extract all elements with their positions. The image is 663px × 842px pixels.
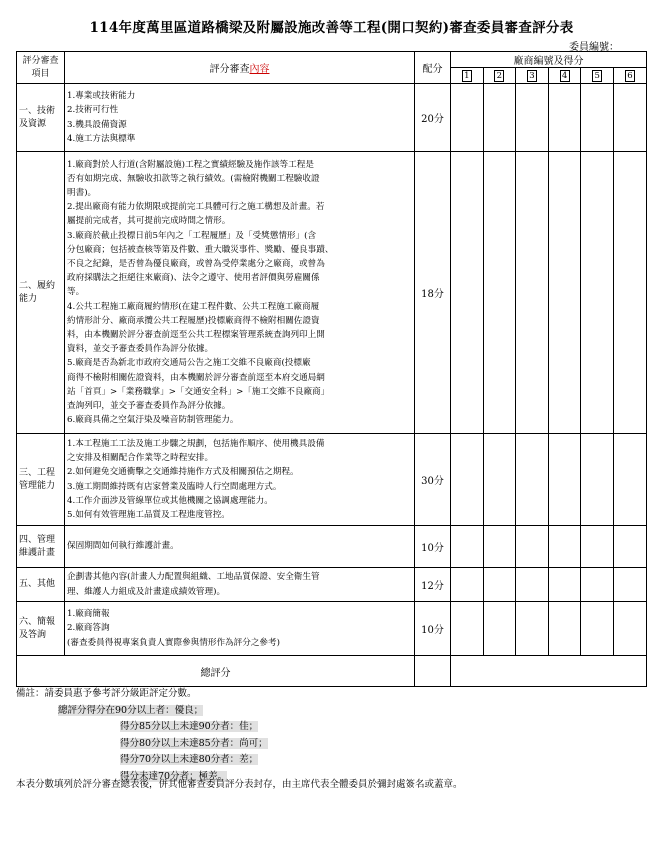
criteria-line: 保固期間如何執行維護計畫。 — [67, 541, 179, 552]
criteria-line: 3.機具設備資源 — [67, 119, 127, 130]
criteria-content — [65, 602, 415, 656]
criteria-line: 1.廠商簡報 — [67, 609, 110, 620]
criteria-score: 18分 — [415, 152, 451, 434]
criteria-score: 20分 — [415, 84, 451, 152]
criteria-line: 商得不檢附相關佐證資料，由本機關於評分審查前逕至本府交通局網 — [67, 372, 325, 383]
footer-note: 本表分數填列於評分審查總表後，併其他審查委員評分表封存，由主席代表全體委員於彌封處簽名或蓋章。 — [16, 779, 463, 790]
grade-line: 得分80分以上未達85分者：尚可； — [120, 737, 268, 749]
header-item: 評分審查項目 — [17, 52, 65, 84]
criteria-item: 二、履約能力 — [17, 152, 65, 434]
vendor-score-cell[interactable] — [451, 602, 484, 656]
vendor-score-cell[interactable] — [516, 526, 549, 568]
vendor-score-cell[interactable] — [483, 602, 516, 656]
vendor-score-cell[interactable] — [613, 434, 646, 526]
vendor-score-cell[interactable] — [548, 84, 581, 152]
vendor-score-cell[interactable] — [516, 84, 549, 152]
criteria-line: 約情形計分、廠商承攬公共工程履歷)投標廠商得不檢附相關佐證資 — [67, 315, 320, 326]
criteria-item: 一、技術及資源 — [17, 84, 65, 152]
total-score-label: 總評分 — [17, 656, 415, 687]
vendor-score-cell[interactable] — [451, 568, 484, 602]
criteria-line: 1.專業或技術能力 — [67, 91, 136, 102]
criteria-line: 理、維護人力組成及計畫達成績效管理)。 — [67, 586, 226, 597]
criteria-line: 2.廠商答詢 — [67, 623, 110, 634]
vendor-score-cell[interactable] — [581, 434, 614, 526]
criteria-row — [17, 434, 647, 526]
criteria-content — [65, 526, 415, 568]
criteria-line: 5.如何有效管理施工品質及工程進度管控。 — [67, 509, 230, 520]
criteria-row — [17, 526, 647, 568]
criteria-line: 企劃書其他內容(計畫人力配置與組織、工地品質保證、安全衛生管 — [67, 572, 320, 583]
vendor-score-cell[interactable] — [451, 84, 484, 152]
criteria-line: 等。 — [67, 287, 85, 298]
vendor-score-cell[interactable] — [483, 84, 516, 152]
grade-line: 得分85分以上未達90分者：佳； — [120, 721, 259, 732]
vendor-number-1: 1 — [451, 68, 484, 84]
vendor-score-cell[interactable] — [516, 434, 549, 526]
vendor-score-cell[interactable] — [581, 568, 614, 602]
criteria-line: 4.工作介面涉及管線單位或其他機關之協調處理能力。 — [67, 495, 273, 506]
criteria-line: 5.廠商是否為新北市政府交通局公告之施工交維不良廠商(投標廠 — [67, 358, 311, 369]
criteria-content — [65, 84, 415, 152]
vendor-score-cell[interactable] — [613, 602, 646, 656]
criteria-line: 4.公共工程施工廠商履約情形(在建工程件數、公共工程施工廠商履 — [67, 301, 320, 312]
header-score: 配分 — [415, 52, 451, 84]
criteria-item: 六、簡報及答詢 — [17, 602, 65, 656]
criteria-line: 查詢列印，並交予審查委員作為評分依據。 — [67, 401, 231, 412]
criteria-row — [17, 152, 647, 434]
vendor-score-cell[interactable] — [483, 526, 516, 568]
scoring-table — [16, 51, 647, 687]
notes-intro: 備註：請委員惠予參考評分級距評定分數。 — [16, 688, 197, 699]
total-score-cell[interactable] — [415, 656, 451, 687]
vendor-score-cell[interactable] — [548, 434, 581, 526]
criteria-item: 三、工程管理能力 — [17, 434, 65, 526]
vendor-score-cell[interactable] — [451, 434, 484, 526]
vendor-score-cell[interactable] — [613, 568, 646, 602]
criteria-line: 屬提前完成者，其可提前完成時間之情形。 — [67, 216, 231, 227]
grade-line: 得分未達70分者：極差。 — [120, 770, 228, 782]
vendor-number-4: 4 — [548, 68, 581, 84]
vendor-score-cell[interactable] — [483, 434, 516, 526]
criteria-item: 四、管理維護計畫 — [17, 526, 65, 568]
criteria-line: 2.提出廠商有能力依期限或提前完工具體可行之施工構想及計畫。若 — [67, 202, 325, 213]
criteria-line: (審查委員得視專案負責人實際參與情形作為評分之參考) — [67, 637, 280, 648]
vendor-score-cell[interactable] — [548, 568, 581, 602]
criteria-line: 6.廠商具備之空氣汙染及噪音防制管理能力。 — [67, 415, 239, 426]
header-content: 評分審查內容 — [65, 52, 415, 84]
vendor-score-cell[interactable] — [548, 152, 581, 434]
grade-line: 得分70分以上未達80分者：差； — [120, 754, 259, 765]
criteria-content — [65, 434, 415, 526]
criteria-row — [17, 84, 647, 152]
criteria-line: 3.廠商於截止投標日前5年內之「工程履歷」及「受獎懲情形」(含 — [67, 230, 317, 241]
criteria-line: 站「首頁」>「業務職掌」>「交通安全科」>「施工交維不良廠商」 — [67, 386, 330, 397]
vendor-score-cell[interactable] — [581, 84, 614, 152]
vendor-score-cell[interactable] — [581, 526, 614, 568]
criteria-line: 3.施工期間維持既有店家營業及臨時人行空間處理方式。 — [67, 481, 282, 492]
criteria-score: 12分 — [415, 568, 451, 602]
vendor-score-cell[interactable] — [516, 568, 549, 602]
vendor-score-cell[interactable] — [516, 152, 549, 434]
criteria-line: 明書)。 — [67, 187, 97, 198]
criteria-line: 1.廠商對於人行道(含附屬設施)工程之實績經驗及施作該等工程是 — [67, 159, 314, 170]
vendor-number-2: 2 — [483, 68, 516, 84]
criteria-line: 政府採購法之拒絕往來廠商)、法令之遵守、使用者評價與勞雇關係 — [67, 273, 320, 284]
criteria-line: 料，由本機關於評分審查前逕至公共工程標案管理系統查詢列印上開 — [67, 330, 325, 340]
vendor-number-3: 3 — [516, 68, 549, 84]
vendor-score-cell[interactable] — [581, 152, 614, 434]
vendor-number-6: 6 — [613, 68, 646, 84]
criteria-content — [65, 568, 415, 602]
vendor-score-cell[interactable] — [516, 602, 549, 656]
header-vendor-group: 廠商編號及得分 — [451, 52, 647, 68]
criteria-row — [17, 602, 647, 656]
criteria-score: 30分 — [415, 434, 451, 526]
page-title: 114年度萬里區道路橋梁及附屬設施改善等工程(開口契約)審查委員審查評分表 — [89, 20, 574, 36]
vendor-score-cell[interactable] — [548, 526, 581, 568]
criteria-score: 10分 — [415, 602, 451, 656]
vendor-score-cell[interactable] — [483, 568, 516, 602]
criteria-score: 10分 — [415, 526, 451, 568]
notes — [16, 686, 268, 785]
criteria-row — [17, 568, 647, 602]
vendor-score-cell[interactable] — [613, 152, 646, 434]
commissioner-number-label: 委員編號： — [569, 42, 619, 53]
criteria-content — [65, 152, 415, 434]
vendor-score-cell[interactable] — [581, 602, 614, 656]
criteria-line: 2.如何避免交通衝擊之交通維持施作方式及相關預估之期程。 — [67, 467, 299, 478]
vendor-score-cell[interactable] — [613, 526, 646, 568]
criteria-line: 4.施工方法與標準 — [67, 133, 136, 144]
grade-line: 總評分得分在90分以上者：優良； — [58, 704, 204, 716]
criteria-line: 1.本工程施工工法及施工步驟之規劃，包括施作順序、使用機具設備 — [67, 438, 325, 449]
vendor-score-cell[interactable] — [483, 152, 516, 434]
criteria-line: 否有如期完成、無驗收扣款等之執行績效。(需檢附機關工程驗收證 — [67, 173, 320, 184]
vendor-score-cell[interactable] — [548, 602, 581, 656]
vendor-score-cell[interactable] — [613, 84, 646, 152]
criteria-line: 資料，並交予審查委員作為評分依據。 — [67, 344, 214, 355]
criteria-line: 2.技術可行性 — [67, 105, 119, 116]
vendor-score-cell[interactable] — [451, 526, 484, 568]
criteria-line: 分包廠商；包括被查核等第及件數、重大職災事件、獎勵、優良事蹟、 — [67, 244, 334, 255]
criteria-line: 不良之紀錄，是否曾為優良廠商，或曾為受停業處分之廠商，或曾為 — [67, 258, 325, 269]
criteria-line: 之安排及相關配合作業等之時程安排。 — [67, 453, 214, 464]
vendor-number-5: 5 — [581, 68, 614, 84]
criteria-item: 五、其他 — [17, 568, 65, 602]
vendor-score-cell[interactable] — [451, 152, 484, 434]
total-score-vendors[interactable] — [451, 656, 647, 687]
